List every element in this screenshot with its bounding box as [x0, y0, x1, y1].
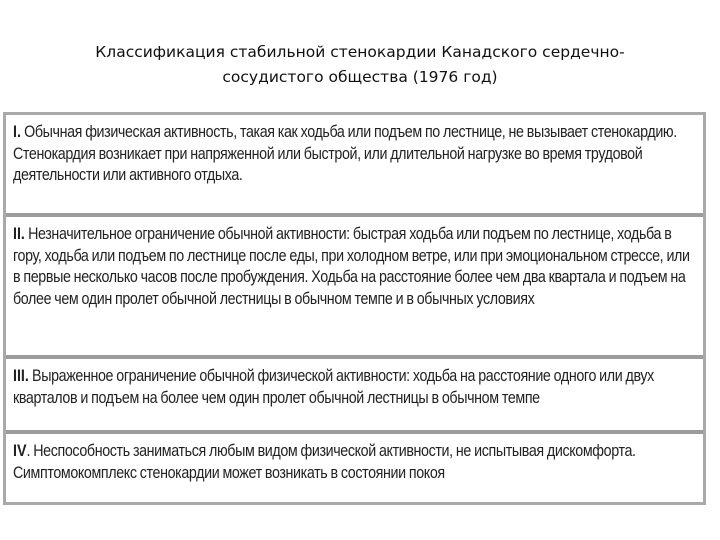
- class-row-ii: [6, 213, 703, 355]
- class-row-text: [13, 121, 695, 186]
- class-numeral: I.: [13, 122, 21, 141]
- slide-title: [60, 40, 660, 90]
- class-row-iii: [6, 355, 703, 430]
- class-row-text: [13, 223, 695, 309]
- class-row-iv: [6, 430, 703, 502]
- classification-table: [3, 112, 706, 505]
- class-description: . Неспособность заниматься любым видом физической активности, не испытывая дискомфорта. Симптомокомплекс стенокардии может возникать в состоянии покоя: [13, 441, 636, 482]
- class-description: Выраженное ограничение обычной физической активности: ходьба на расстояние одного или двух кварталов и подъем на более чем один пролет обычной лестницы в обычном темпе: [13, 366, 654, 407]
- title-line-2: сосудистого общества (1976 год): [222, 68, 498, 86]
- class-row-text: [13, 365, 695, 408]
- class-numeral: II.: [13, 224, 25, 243]
- class-row-i: [6, 115, 703, 213]
- class-numeral: IV: [13, 441, 27, 460]
- class-row-text: [13, 440, 695, 483]
- class-description: Обычная физическая активность, такая как ходьба или подъем по лестнице, не вызывает стенокардию. Стенокардия возникает при напряженной или быстрой, или длительной нагрузке во время трудовой деятельности или активного отдыха.: [13, 122, 677, 184]
- class-numeral: III.: [13, 366, 29, 385]
- title-line-1: Классификация стабильной стенокардии Канадского сердечно-: [95, 43, 625, 61]
- class-description: Незначительное ограничение обычной активности: быстрая ходьба или подъем по лестнице, ходьба в гору, ходьба или подъем по лестнице после еды, при холодном ветре, или при эмоциональном стрессе, или в первые несколько часов после пробуждения. Ходьба на расстояние более чем два квартала и подъем на более чем один пролет обычной лестницы в обычном темпе и в обычных условиях: [13, 224, 690, 308]
